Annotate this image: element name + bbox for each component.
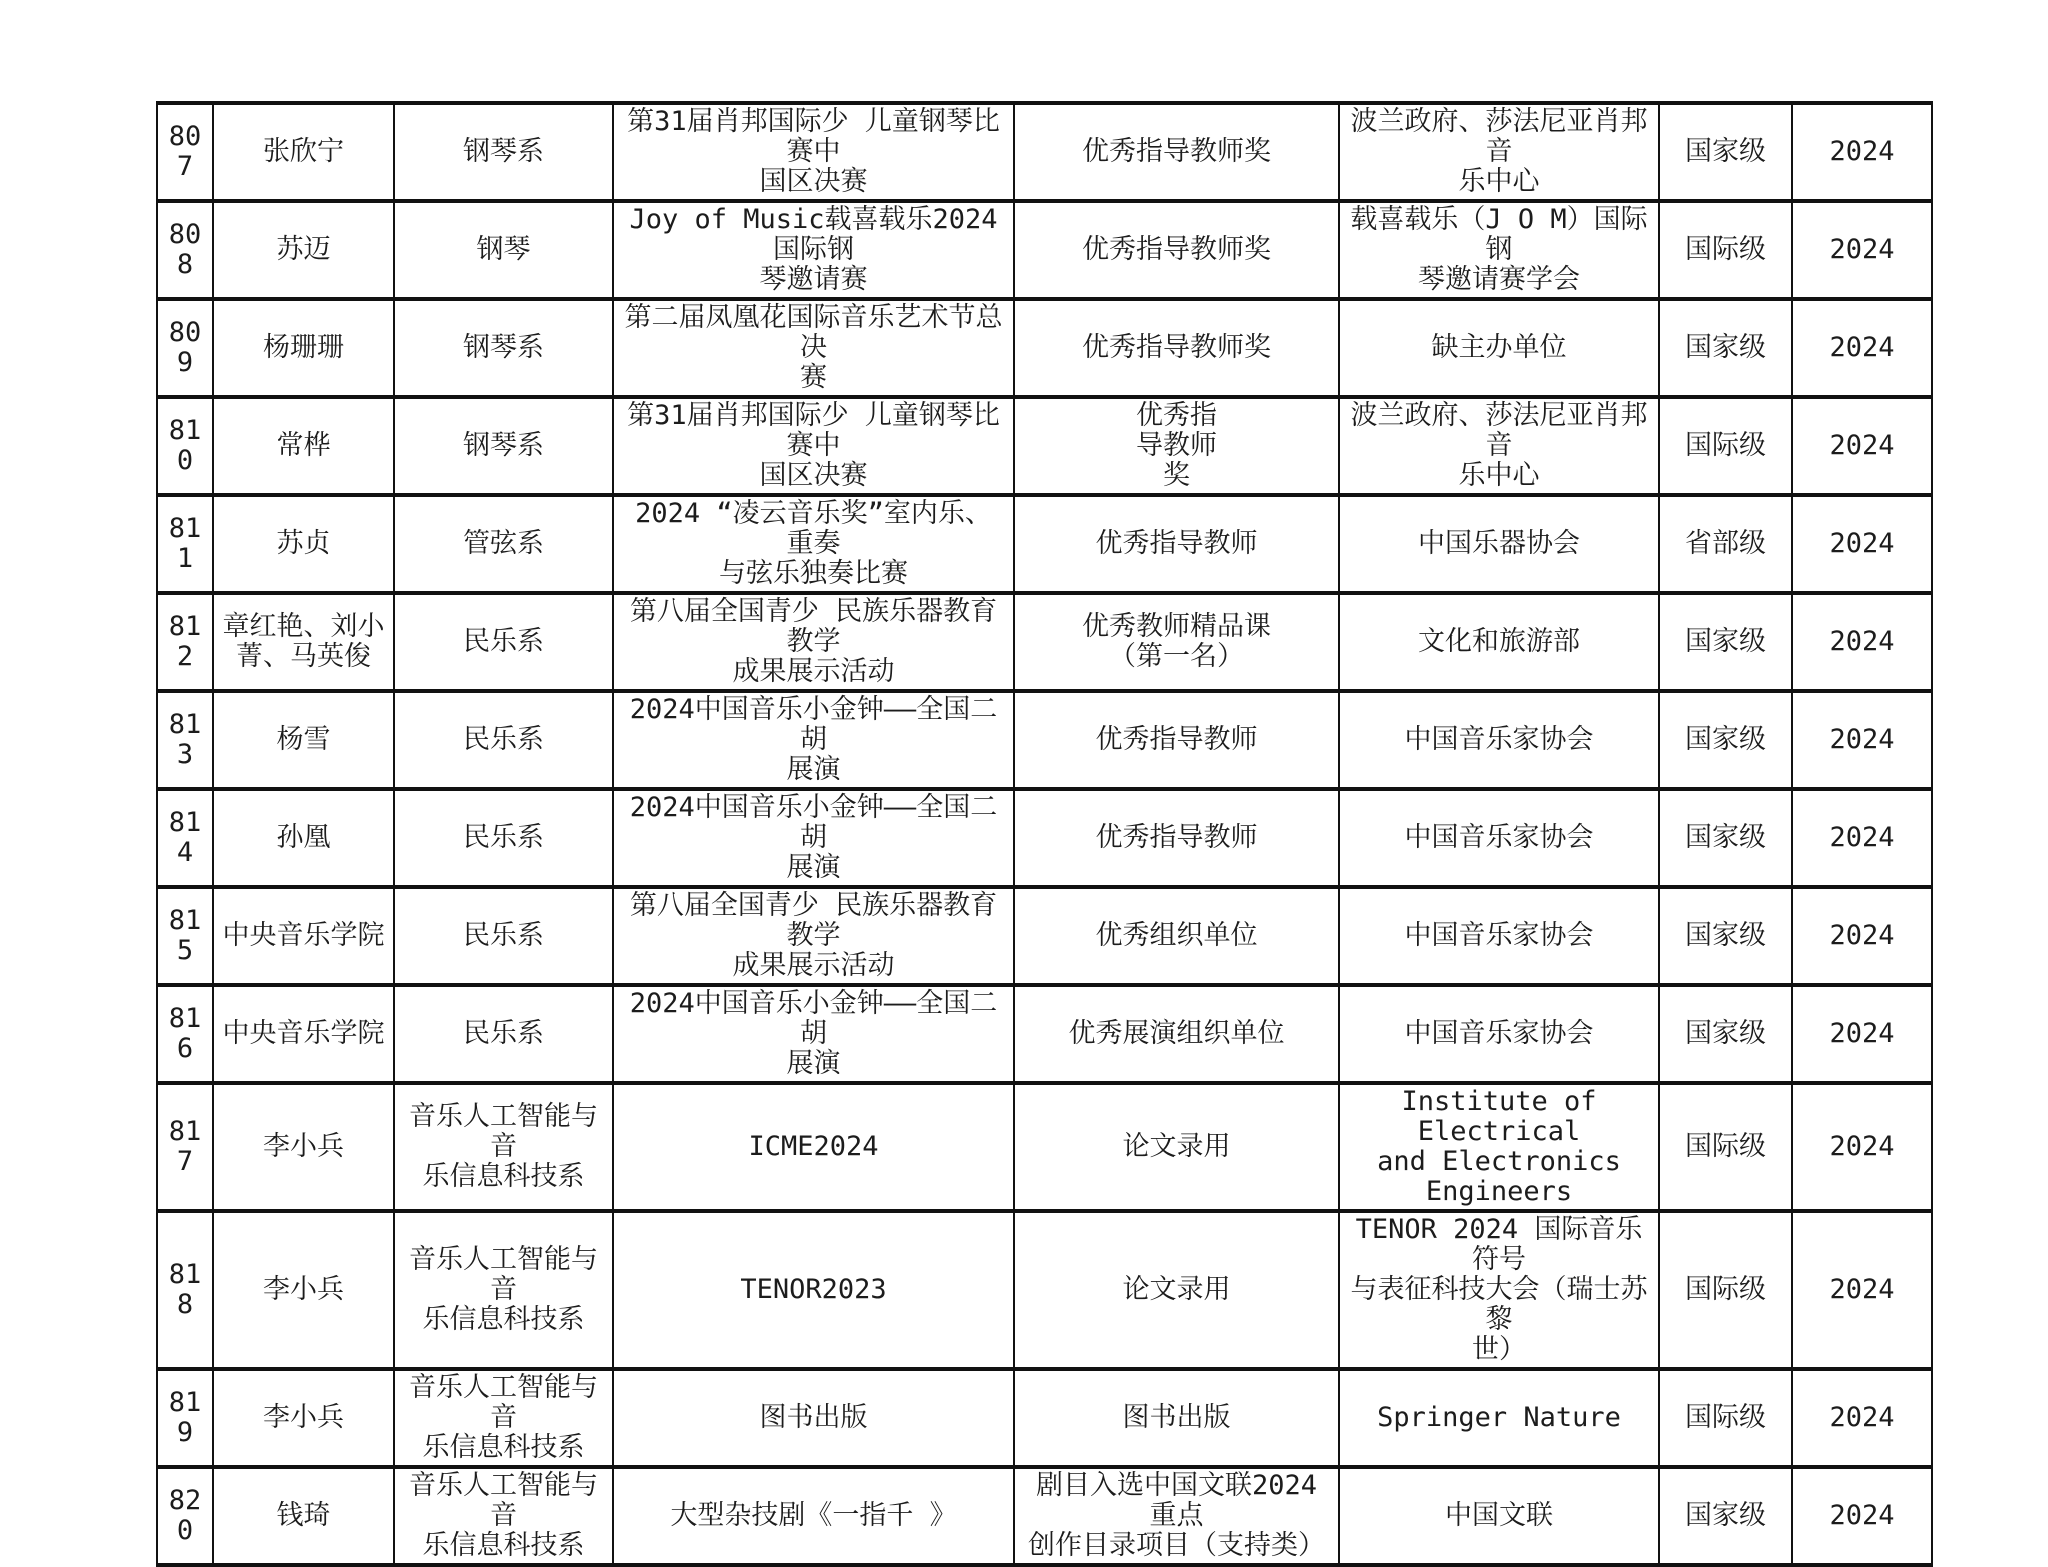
cell-event: 第31届肖邦国际少 儿童钢琴比赛中 国区决赛 — [613, 397, 1014, 495]
cell-name: 苏贞 — [213, 495, 394, 593]
cell-row-number: 816 — [157, 985, 213, 1083]
cell-event: 2024中国音乐小金钟——全国二胡 展演 — [613, 789, 1014, 887]
cell-year: 2024 — [1792, 1083, 1932, 1211]
cell-organizer: 波兰政府、莎法尼亚肖邦音 乐中心 — [1339, 397, 1659, 495]
cell-year: 2024 — [1792, 103, 1932, 201]
awards-table — [156, 101, 1933, 1567]
table-row — [157, 691, 1932, 789]
cell-row-number: 815 — [157, 887, 213, 985]
cell-department: 音乐人工智能与音 乐信息科技系 — [394, 1083, 613, 1211]
cell-department: 钢琴 — [394, 201, 613, 299]
cell-year: 2024 — [1792, 201, 1932, 299]
cell-name: 章红艳、刘小 菁、马英俊 — [213, 593, 394, 691]
cell-level: 国际级 — [1659, 1369, 1792, 1467]
cell-year: 2024 — [1792, 691, 1932, 789]
cell-award: 优秀组织单位 — [1014, 887, 1339, 985]
cell-row-number: 808 — [157, 201, 213, 299]
cell-level: 国际级 — [1659, 397, 1792, 495]
cell-name: 苏迈 — [213, 201, 394, 299]
cell-row-number: 810 — [157, 397, 213, 495]
cell-event: 第八届全国青少 民族乐器教育教学 成果展示活动 — [613, 593, 1014, 691]
cell-row-number: 809 — [157, 299, 213, 397]
cell-row-number: 820 — [157, 1467, 213, 1565]
cell-level: 国家级 — [1659, 1467, 1792, 1565]
cell-department: 音乐人工智能与音 乐信息科技系 — [394, 1369, 613, 1467]
cell-level: 国家级 — [1659, 593, 1792, 691]
cell-organizer: Institute of Electrical and Electronics Engineers — [1339, 1083, 1659, 1211]
cell-level: 国际级 — [1659, 1211, 1792, 1369]
cell-level: 国家级 — [1659, 887, 1792, 985]
cell-award: 论文录用 — [1014, 1083, 1339, 1211]
table-row — [157, 201, 1932, 299]
cell-organizer: 中国音乐家协会 — [1339, 985, 1659, 1083]
cell-row-number: 818 — [157, 1211, 213, 1369]
cell-organizer: 载喜载乐（J O M）国际钢 琴邀请赛学会 — [1339, 201, 1659, 299]
cell-level: 国家级 — [1659, 691, 1792, 789]
cell-name: 钱琦 — [213, 1467, 394, 1565]
cell-name: 李小兵 — [213, 1369, 394, 1467]
cell-row-number: 812 — [157, 593, 213, 691]
cell-name: 李小兵 — [213, 1083, 394, 1211]
cell-organizer: 中国音乐家协会 — [1339, 887, 1659, 985]
cell-year: 2024 — [1792, 593, 1932, 691]
cell-award: 优秀指导教师 — [1014, 691, 1339, 789]
cell-organizer: 缺主办单位 — [1339, 299, 1659, 397]
cell-award: 剧目入选中国文联2024重点 创作目录项目（支持类） — [1014, 1467, 1339, 1565]
cell-level: 国家级 — [1659, 299, 1792, 397]
cell-award: 优秀指 导教师 奖 — [1014, 397, 1339, 495]
cell-event: 2024中国音乐小金钟——全国二胡 展演 — [613, 985, 1014, 1083]
cell-department: 音乐人工智能与音 乐信息科技系 — [394, 1211, 613, 1369]
cell-event: 大型杂技剧《一指千 》 — [613, 1467, 1014, 1565]
cell-organizer: 中国文联 — [1339, 1467, 1659, 1565]
cell-department: 钢琴系 — [394, 299, 613, 397]
cell-event: TENOR2023 — [613, 1211, 1014, 1369]
cell-year: 2024 — [1792, 1467, 1932, 1565]
cell-level: 国际级 — [1659, 201, 1792, 299]
cell-organizer: 中国音乐家协会 — [1339, 789, 1659, 887]
cell-name: 李小兵 — [213, 1211, 394, 1369]
cell-department: 钢琴系 — [394, 103, 613, 201]
cell-level: 国家级 — [1659, 103, 1792, 201]
cell-year: 2024 — [1792, 1369, 1932, 1467]
table-row — [157, 1211, 1932, 1369]
table-row — [157, 103, 1932, 201]
cell-level: 省部级 — [1659, 495, 1792, 593]
cell-department: 民乐系 — [394, 985, 613, 1083]
cell-level: 国家级 — [1659, 985, 1792, 1083]
cell-level: 国际级 — [1659, 1083, 1792, 1211]
cell-event: 2024 “凌云音乐奖”室内乐、重奏 与弦乐独奏比赛 — [613, 495, 1014, 593]
cell-name: 杨雪 — [213, 691, 394, 789]
table-row — [157, 789, 1932, 887]
cell-name: 杨珊珊 — [213, 299, 394, 397]
cell-award: 优秀指导教师奖 — [1014, 103, 1339, 201]
cell-organizer: 中国音乐家协会 — [1339, 691, 1659, 789]
cell-award: 优秀教师精品课 （第一名） — [1014, 593, 1339, 691]
cell-row-number: 813 — [157, 691, 213, 789]
table-row — [157, 887, 1932, 985]
cell-award: 优秀展演组织单位 — [1014, 985, 1339, 1083]
cell-event: 第二届凤凰花国际音乐艺术节总决 赛 — [613, 299, 1014, 397]
cell-row-number: 807 — [157, 103, 213, 201]
cell-row-number: 814 — [157, 789, 213, 887]
cell-department: 音乐人工智能与音 乐信息科技系 — [394, 1467, 613, 1565]
cell-year: 2024 — [1792, 789, 1932, 887]
cell-year: 2024 — [1792, 397, 1932, 495]
table-row — [157, 1369, 1932, 1467]
cell-department: 管弦系 — [394, 495, 613, 593]
cell-award: 论文录用 — [1014, 1211, 1339, 1369]
table-row — [157, 1467, 1932, 1565]
cell-event: Joy of Music载喜载乐2024国际钢 琴邀请赛 — [613, 201, 1014, 299]
cell-award: 优秀指导教师奖 — [1014, 299, 1339, 397]
cell-department: 民乐系 — [394, 789, 613, 887]
table-row — [157, 985, 1932, 1083]
cell-year: 2024 — [1792, 495, 1932, 593]
awards-table-body — [157, 103, 1932, 1565]
cell-organizer: Springer Nature — [1339, 1369, 1659, 1467]
cell-award: 优秀指导教师 — [1014, 789, 1339, 887]
cell-year: 2024 — [1792, 887, 1932, 985]
cell-level: 国家级 — [1659, 789, 1792, 887]
cell-row-number: 819 — [157, 1369, 213, 1467]
cell-name: 张欣宁 — [213, 103, 394, 201]
cell-event: ICME2024 — [613, 1083, 1014, 1211]
cell-event: 图书出版 — [613, 1369, 1014, 1467]
cell-name: 孙凰 — [213, 789, 394, 887]
cell-organizer: 中国乐器协会 — [1339, 495, 1659, 593]
cell-award: 图书出版 — [1014, 1369, 1339, 1467]
cell-event: 第31届肖邦国际少 儿童钢琴比赛中 国区决赛 — [613, 103, 1014, 201]
cell-year: 2024 — [1792, 985, 1932, 1083]
cell-organizer: TENOR 2024 国际音乐符号 与表征科技大会（瑞士苏黎 世） — [1339, 1211, 1659, 1369]
cell-department: 钢琴系 — [394, 397, 613, 495]
table-row — [157, 299, 1932, 397]
cell-award: 优秀指导教师奖 — [1014, 201, 1339, 299]
cell-award: 优秀指导教师 — [1014, 495, 1339, 593]
cell-name: 中央音乐学院 — [213, 887, 394, 985]
cell-name: 常桦 — [213, 397, 394, 495]
cell-organizer: 文化和旅游部 — [1339, 593, 1659, 691]
cell-organizer: 波兰政府、莎法尼亚肖邦音 乐中心 — [1339, 103, 1659, 201]
cell-name: 中央音乐学院 — [213, 985, 394, 1083]
cell-department: 民乐系 — [394, 691, 613, 789]
cell-event: 第八届全国青少 民族乐器教育教学 成果展示活动 — [613, 887, 1014, 985]
cell-row-number: 811 — [157, 495, 213, 593]
cell-row-number: 817 — [157, 1083, 213, 1211]
table-row — [157, 1083, 1932, 1211]
cell-event: 2024中国音乐小金钟——全国二胡 展演 — [613, 691, 1014, 789]
table-row — [157, 593, 1932, 691]
cell-year: 2024 — [1792, 1211, 1932, 1369]
table-row — [157, 495, 1932, 593]
cell-year: 2024 — [1792, 299, 1932, 397]
table-row — [157, 397, 1932, 495]
cell-department: 民乐系 — [394, 887, 613, 985]
cell-department: 民乐系 — [394, 593, 613, 691]
